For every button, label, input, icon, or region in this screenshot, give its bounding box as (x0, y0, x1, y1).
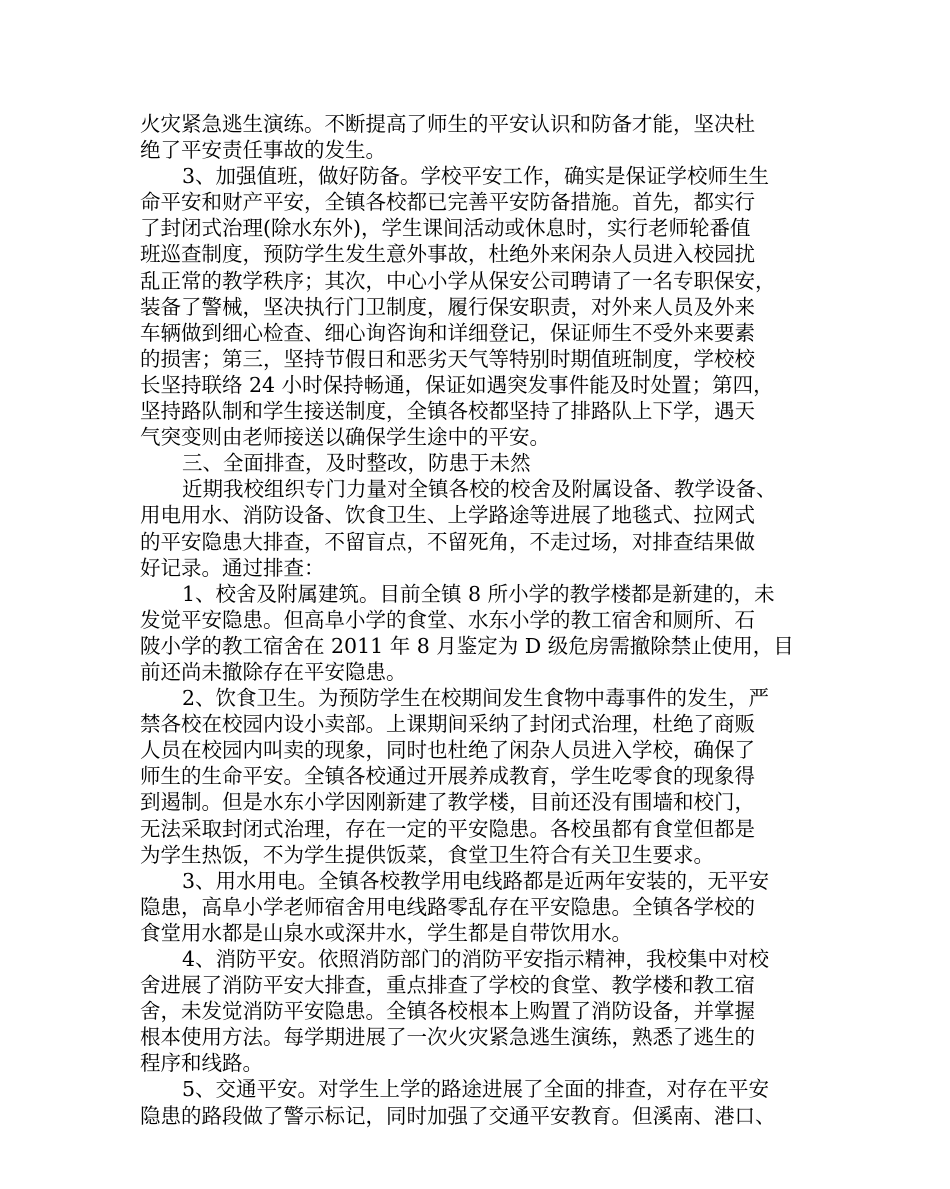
text-line: 用电用水、消防设备、饮食卫生、上学路途等进展了地毯式、拉网式 (140, 503, 755, 528)
document-page (140, 111, 824, 1129)
text-line: 的损害；第三，坚持节假日和恶劣天气等特别时期值班制度，学校校 (140, 346, 755, 371)
text-line: 无法采取封闭式治理，存在一定的平安隐患。各校虽都有食堂但都是 (140, 816, 755, 841)
text-line: 为学生热饭，不为学生提供饭菜，食堂卫生符合有关卫生要求。 (140, 842, 714, 867)
text-line: 根本使用方法。每学期进展了一次火灾紧急逃生演练，熟悉了逃生的 (140, 1025, 755, 1050)
text-line: 人员在校园内叫卖的现象，同时也杜绝了闲杂人员进入学校，确保了 (140, 738, 755, 763)
paragraph-first-line: 3、加强值班，做好防备。学校平安工作，确实是保证学校师生生 (182, 164, 770, 189)
text-line: 好记录。通过排查： (140, 555, 325, 580)
paragraph-first-line: 1、校舍及附属建筑。目前全镇 8 所小学的教学楼都是新建的，未 (182, 581, 775, 606)
text-line: 舍，未发觉消防平安隐患。全镇各校根本上购置了消防设备，并掌握 (140, 999, 755, 1024)
paragraph-first-line: 3、用水用电。全镇各校教学用电线路都是近两年安装的，无平安 (182, 868, 770, 893)
text-line: 舍进展了消防平安大排查，重点排查了学校的食堂、教学楼和教工宿 (140, 973, 755, 998)
text-line: 班巡查制度，预防学生发生意外事故，杜绝外来闲杂人员进入校园扰 (140, 242, 755, 267)
paragraph-first-line: 4、消防平安。依照消防部门的消防平安指示精神，我校集中对校 (182, 947, 770, 971)
text-line: 禁各校在校园内设小卖部。上课期间采纳了封闭式治理，杜绝了商贩 (140, 712, 755, 737)
text-line: 绝了平安责任事故的发生。 (140, 138, 386, 163)
text-line: 师生的生命平安。全镇各校通过开展养成教育，学生吃零食的现象得 (140, 764, 755, 789)
text-line: 命平安和财产平安，全镇各校都已完善平安防备措施。首先，都实行 (140, 190, 755, 215)
paragraph-first-line: 2、饮食卫生。为预防学生在校期间发生食物中毒事件的发生，严 (182, 686, 770, 711)
text-line: 了封闭式治理(除水东外)，学生课间活动或休息时，实行老师轮番值 (140, 216, 751, 241)
text-line: 长坚持联络 24 小时保持畅通，保证如遇突发事件能及时处置；第四， (140, 372, 774, 397)
text-line: 隐患，高阜小学老师宿舍用电线路零乱存在平安隐患。全镇各学校的 (140, 894, 755, 919)
paragraph-first-line: 近期我校组织专门力量对全镇各校的校舍及附属设备、教学设备、 (182, 477, 777, 502)
text-line: 坚持路队制和学生接送制度，全镇各校都坚持了排路队上下学，遇天 (140, 399, 755, 424)
text-line: 火灾紧急逃生演练。不断提高了师生的平安认识和防备才能，坚决杜 (140, 112, 755, 136)
text-line: 隐患的路段做了警示标记，同时加强了交通平安教育。但溪南、港口、 (140, 1103, 776, 1128)
text-line: 前还尚未撤除存在平安隐患。 (140, 659, 407, 684)
text-line: 气突变则由老师接送以确保学生途中的平安。 (140, 425, 550, 450)
text-line: 程序和线路。 (140, 1051, 263, 1076)
text-line: 到遏制。但是水东小学因刚新建了教学楼，目前还没有围墙和校门， (140, 790, 755, 815)
text-line: 装备了警械，坚决执行门卫制度，履行保安职责，对外来人员及外来 (140, 294, 755, 319)
text-line: 食堂用水都是山泉水或深井水，学生都是自带饮用水。 (140, 920, 632, 945)
text-line: 车辆做到细心检查、细心询咨询和详细登记，保证师生不受外来要素 (140, 320, 755, 345)
text-line: 陂小学的教工宿舍在 2011 年 8 月鉴定为 D 级危房需撤除禁止使用，目 (140, 633, 794, 658)
paragraph-first-line: 5、交通平安。对学生上学的路途进展了全面的排查，对存在平安 (182, 1077, 770, 1102)
text-line: 发觉平安隐患。但高阜小学的食堂、水东小学的教工宿舍和厕所、石 (140, 607, 755, 632)
text-line: 的平安隐患大排查，不留盲点，不留死角，不走过场，对排查结果做 (140, 529, 755, 554)
text-line: 乱正常的教学秩序；其次，中心小学从保安公司聘请了一名专职保安， (140, 268, 776, 293)
section-heading: 三、全面排查，及时整改，防患于未然 (182, 451, 531, 476)
